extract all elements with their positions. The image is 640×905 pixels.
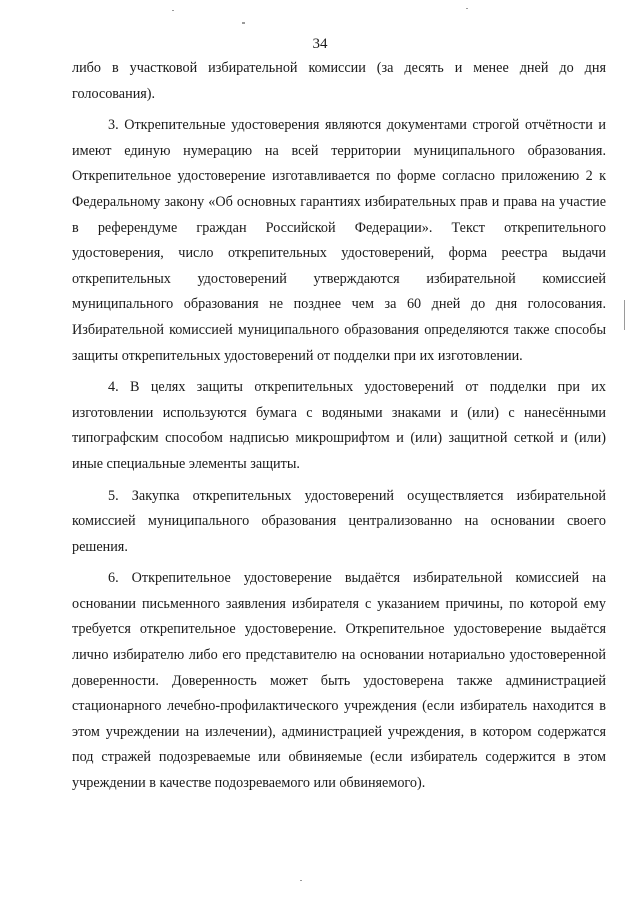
paragraph-5: 5. Закупка открепительных удостоверений осуществляется избирательной комиссией муниципального образования централизованно на основании своего решения.	[72, 487, 606, 555]
paragraph-3: 3. Открепительные удостоверения являются документами строгой отчётности и имеют единую нумерацию на всей территории муниципального образования. Открепительное удостоверение изготавливается по форме согласно приложению 2 к Федеральному закону «Об основных гарантиях избирательных прав и права на участие в референдуме граждан Российской Федерации». Текст открепительного удостоверения, число открепительных удостоверений, форма реестра выдачи открепительных удостоверений утверждаются избирательной комиссией муниципального образования не позднее чем за 60 дней до дня голосования. Избирательной комиссией муниципального образования определяются также способы защиты открепительных удостоверений от подделки при их изготовлении.	[72, 117, 606, 364]
paragraph-6: 6. Открепительное удостоверение выдаётся избирательной комиссией на основании письменного заявления избирателя с указанием причины, по которой ему требуется открепительное удостоверение. Открепительное удостоверение выдаётся лично избирателю либо его представителю на основании нотариально удостоверенной доверенности. Доверенность может быть удостоверена также администрацией стационарного лечебно-профилактического учреждения (если избиратель находится в этом учреждении на излечении), администрацией учреждения, в котором содержатся под стражей подозреваемые или обвиняемые (если избиратель содержится в этом учреждении в качестве подозреваемого или обвиняемого).	[72, 570, 606, 792]
scan-speck	[466, 8, 468, 9]
document-body	[72, 56, 606, 803]
page-number: 34	[312, 36, 328, 52]
scan-speck	[624, 300, 625, 330]
paragraph-continuation: либо в участковой избирательной комиссии (за десять и менее дней до дня голосования).	[72, 60, 606, 102]
scan-speck	[172, 10, 174, 11]
paragraph-4: 4. В целях защиты открепительных удостоверений от подделки при их изготовлении используются бумага с водяными знаками и (или) с нанесёнными типографским способом надписью микрошрифтом и (или) защитной сеткой и (или) иные специальные элементы защиты.	[72, 379, 606, 472]
scan-speck	[300, 880, 302, 881]
scan-speck	[242, 22, 245, 24]
